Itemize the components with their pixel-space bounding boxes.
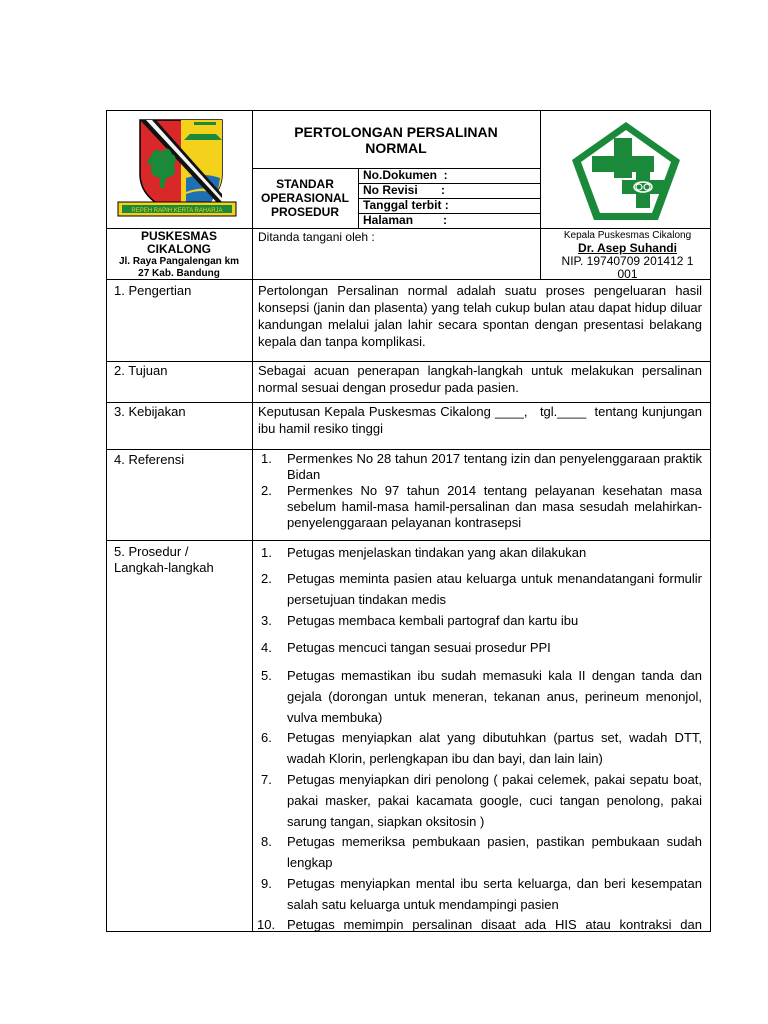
list-item-number: 4. — [261, 640, 272, 655]
section-text-pengertian: Pertolongan Persalinan normal adalah suatu proses pengeluaran hasil konsepsi (janin dan plasenta) yang telah cukup bulan atau dapat hidup diluar kandungan melalui jalan lahir secara spontan dengan presentasi belakang kepala dan tanpa komplikasi. — [258, 283, 702, 349]
signatory-position: Kepala Puskesmas Cikalong — [563, 230, 692, 241]
list-item-text: Petugas memastikan ibu sudah memasuki kala II dengan tanda dan gejala (dorongan untuk meneran, tekanan anus, perineum menonjol, vulva membuka) — [287, 668, 702, 725]
column-divider — [252, 110, 253, 932]
signatory-nip-line2: 001 — [617, 267, 638, 281]
list-item-text: Permenkes No 97 tahun 2014 tentang pelayanan kesehatan masa sebelum hamil-masa hamil-persalinan dan masa sesudah melahirkan-penyelenggaraan pelayanan kontrasepsi — [287, 483, 702, 530]
row-line-5 — [106, 540, 711, 541]
section-label-tujuan: 2. Tujuan — [114, 363, 168, 378]
signatory-block — [545, 230, 710, 281]
list-item-text: Petugas meminta pasien atau keluarga untuk menandatangani formulir persetujuan tindakan medis — [287, 571, 702, 607]
signed-by-label: Ditanda tangani oleh : — [258, 230, 375, 244]
list-item-number: 5. — [261, 668, 272, 683]
section-text-kebijakan: Keputusan Kepala Puskesmas Cikalong ____, tgl.____ tentang kunjungan ibu hamil resiko tinggi — [258, 404, 706, 436]
list-item-number: 7. — [261, 772, 272, 787]
table-border-right — [710, 110, 711, 932]
list-item-number: 8. — [261, 834, 272, 849]
document-title-line2: NORMAL — [365, 140, 427, 156]
revision-number-label: No Revisi : — [363, 183, 446, 197]
section-label-prosedur — [114, 544, 214, 576]
issue-date-label: Tanggal terbit : — [363, 198, 449, 212]
puskesmas-logo — [570, 120, 682, 222]
emblem-motto: REPEH RAPIH KERTA RAHARJA — [131, 208, 223, 214]
section-label-referensi: 4. Referensi — [114, 452, 185, 467]
signatory-name: Dr. Asep Suhandi — [578, 241, 677, 255]
list-item-text: Petugas memimpin persalinan disaat ada HIS atau kontraksi dan — [287, 917, 702, 932]
list-item-number: 9. — [261, 876, 272, 891]
list-item-number: 1. — [261, 451, 272, 466]
sop-label-line2: OPERASIONAL — [260, 191, 349, 205]
section-text-tujuan: Sebagai acuan penerapan langkah-langkah untuk melakukan persalinan normal sesuai dengan prosedur pada pasien. — [258, 363, 702, 395]
sop-label-line3: PROSEDUR — [270, 205, 339, 219]
organization-info — [106, 230, 252, 280]
list-item-text: Permenkes No 28 tahun 2017 tentang izin dan penyelenggaraan praktik Bidan — [287, 451, 702, 482]
document-title — [252, 124, 540, 156]
table-border-top — [106, 110, 711, 111]
list-item-number: 1. — [261, 545, 272, 560]
list-item-number: 10. — [257, 917, 276, 932]
list-item-number: 2. — [261, 571, 272, 586]
list-item-text: Petugas membaca kembali partograf dan kartu ibu — [287, 613, 579, 628]
sop-label — [252, 177, 358, 219]
section-label-kebijakan: 3. Kebijakan — [114, 404, 186, 419]
list-item-text: Petugas menjelaskan tindakan yang akan dilakukan — [287, 545, 587, 560]
sop-label-line1: STANDAR — [276, 177, 334, 191]
list-item-text: Petugas menyiapkan alat yang dibutuhkan (partus set, wadah DTT, wadah Klorin, perlengkapan ibu dan bayi, dan lain lain) — [287, 730, 702, 766]
list-item-number: 3. — [261, 613, 272, 628]
document-title-line1: PERTOLONGAN PERSALINAN — [294, 124, 498, 140]
list-item-text: Petugas menyiapkan diri penolong ( pakai celemek, pakai sepatu boat, pakai masker, pakai kacamata google, cuci tangan penolong, pakai sarung tangan, siapkan oksitosin ) — [287, 772, 702, 829]
organization-name-line2: CIKALONG — [147, 242, 211, 256]
row-line-4 — [106, 449, 711, 450]
list-item-text: Petugas mencuci tangan sesuai prosedur PPI — [287, 640, 551, 655]
regional-emblem-logo — [112, 116, 242, 222]
logo-column-divider — [540, 110, 541, 279]
organization-name-line1: PUSKESMAS — [140, 229, 217, 243]
list-item-text: Petugas memeriksa pembukaan pasien, pastikan pembukaan sudah lengkap — [287, 834, 702, 870]
section-label-prosedur-line1: 5. Prosedur / — [114, 544, 189, 559]
section-label-pengertian: 1. Pengertian — [114, 283, 192, 298]
signatory-nip-line1: NIP. 19740709 201412 1 — [561, 254, 694, 268]
meta-column-divider — [358, 168, 359, 229]
document-number-label: No.Dokumen : — [363, 168, 448, 182]
section-label-prosedur-line2: Langkah-langkah — [114, 560, 214, 575]
list-item-number: 6. — [261, 730, 272, 745]
list-item-number: 2. — [261, 483, 272, 498]
organization-address-line1: Jl. Raya Pangalengan km — [118, 256, 240, 267]
list-item-text: Petugas menyiapkan mental ibu serta keluarga, dan beri kesempatan salah satu keluarga untuk mendampingi pasien — [287, 876, 702, 912]
organization-address-line2: 27 Kab. Bandung — [138, 268, 220, 279]
page-label: Halaman : — [363, 213, 448, 227]
